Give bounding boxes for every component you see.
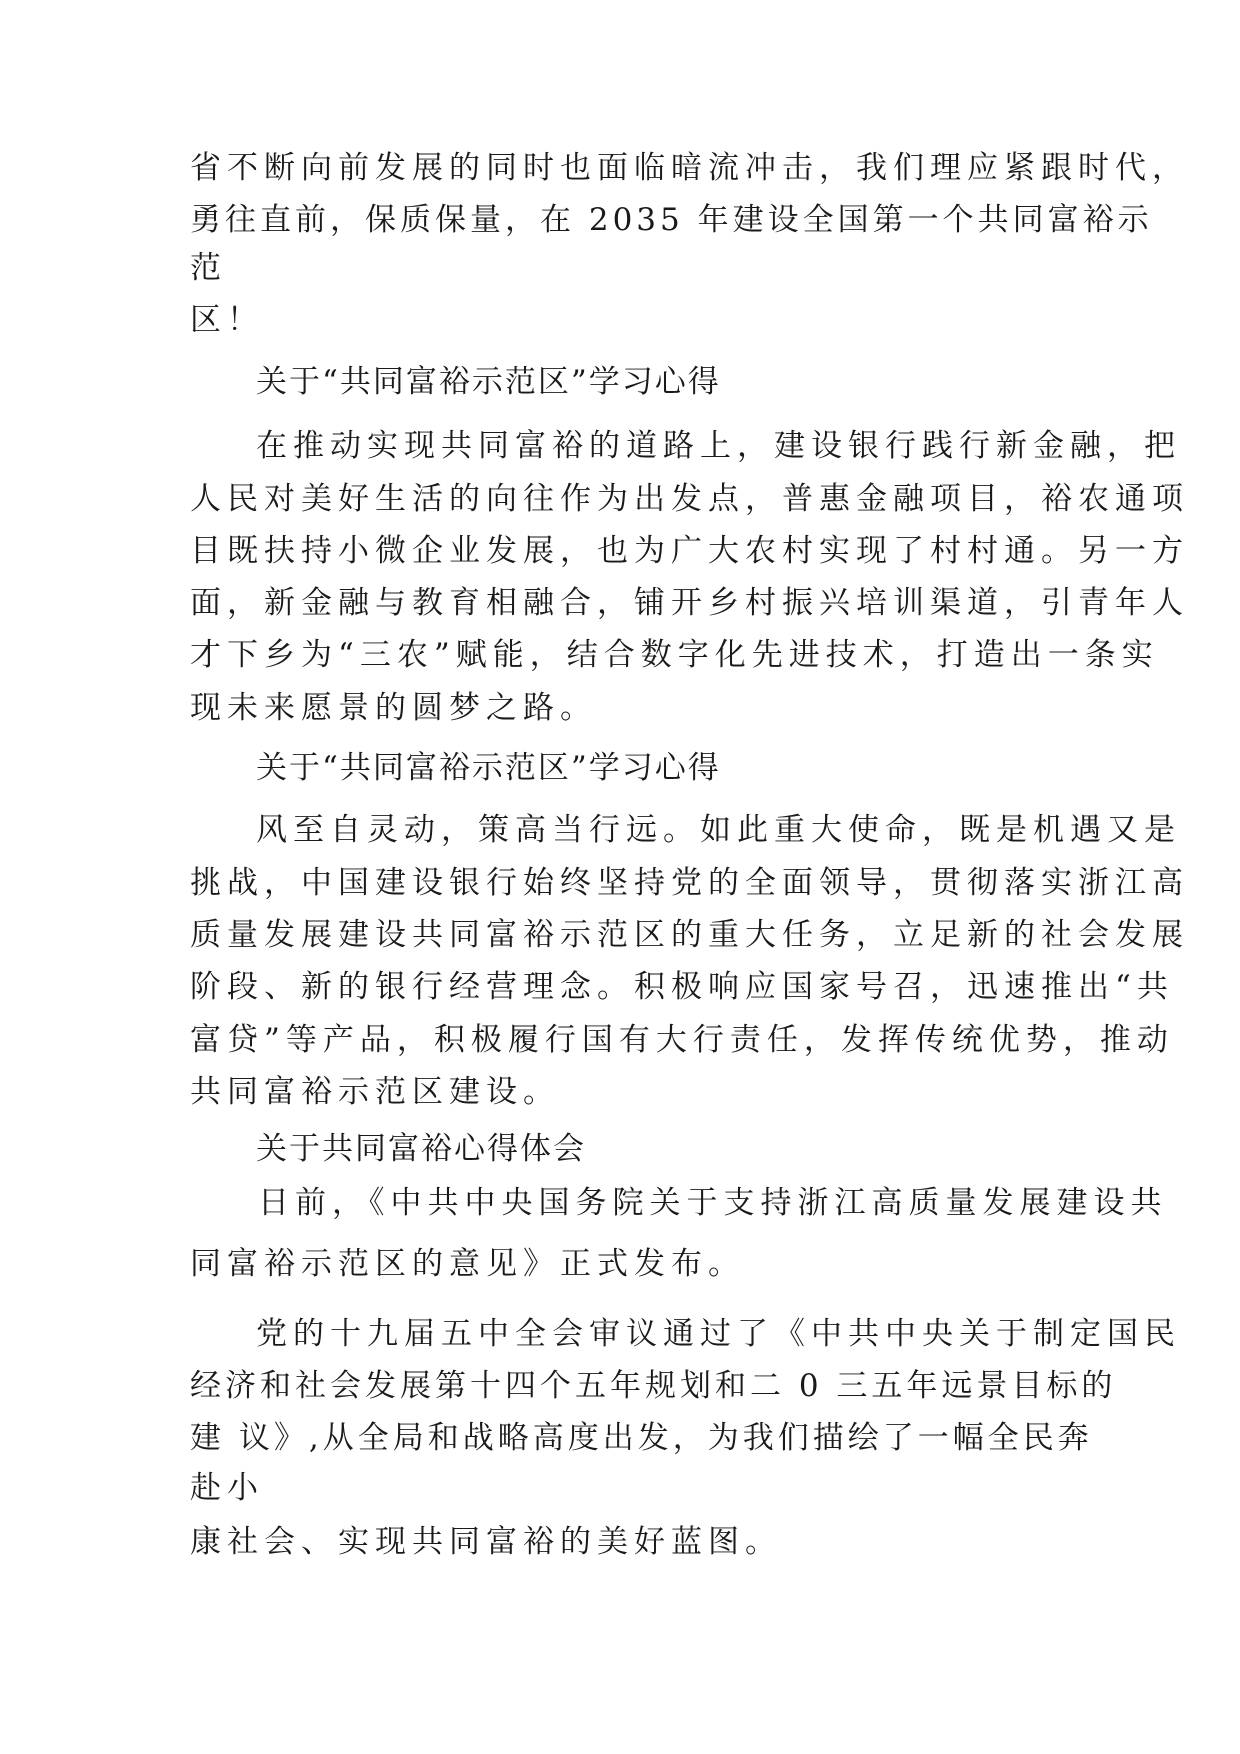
text-line: 风至自灵动，策高当行远。如此重大使命，既是机遇又是 xyxy=(256,812,1181,848)
text-line: 现未来愿景的圆梦之路。 xyxy=(190,690,597,726)
text-line: 经济和社会发展第十四个五年规划和二 0 三五年远景目标的 xyxy=(190,1368,1117,1404)
text-line: 勇往直前，保质保量，在 2035 年建设全国第一个共同富裕示 xyxy=(190,202,1153,238)
text-line: 省不断向前发展的同时也面临暗流冲击，我们理应紧跟时代， xyxy=(190,150,1189,186)
text-line: 富贷”等产品，积极履行国有大行责任，发挥传统优势，推动 xyxy=(190,1022,1174,1058)
text-line: 阶段、新的银行经营理念。积极响应国家号召，迅速推出“共 xyxy=(190,969,1174,1005)
text-line: 人民对美好生活的向往作为出发点，普惠金融项目，裕农通项 xyxy=(190,481,1189,517)
text-line: 区！ xyxy=(190,302,264,338)
text-line: 建 议》,从全局和战略高度出发，为我们描绘了一幅全民奔 xyxy=(190,1420,1093,1456)
text-line: 共同富裕示范区建设。 xyxy=(190,1074,560,1110)
section-heading: 关于“共同富裕示范区”学习心得 xyxy=(256,750,721,786)
text-line: 范 xyxy=(190,250,227,286)
text-line: 挑战，中国建设银行始终坚持党的全面领导，贯彻落实浙江高 xyxy=(190,865,1189,901)
text-line: 赴小 xyxy=(190,1470,264,1506)
section-heading: 关于“共同富裕示范区”学习心得 xyxy=(256,364,721,400)
text-line: 才下乡为“三农”赋能，结合数字化先进技术，打造出一条实 xyxy=(190,637,1159,673)
text-line: 同富裕示范区的意见》正式发布。 xyxy=(190,1246,745,1282)
text-line: 康社会、实现共同富裕的美好蓝图。 xyxy=(190,1524,782,1560)
text-line: 质量发展建设共同富裕示范区的重大任务，立足新的社会发展 xyxy=(190,917,1189,953)
text-line: 党的十九届五中全会审议通过了《中共中央关于制定国民 xyxy=(256,1316,1181,1352)
text-line: 日前，《中共中央国务院关于支持浙江高质量发展建设共 xyxy=(258,1185,1168,1221)
text-line: 目既扶持小微企业发展，也为广大农村实现了村村通。另一方 xyxy=(190,533,1189,569)
text-line: 面，新金融与教育相融合，铺开乡村振兴培训渠道，引青年人 xyxy=(190,585,1189,621)
section-heading: 关于共同富裕心得体会 xyxy=(256,1131,586,1167)
text-line: 在推动实现共同富裕的道路上，建设银行践行新金融，把 xyxy=(256,428,1181,464)
